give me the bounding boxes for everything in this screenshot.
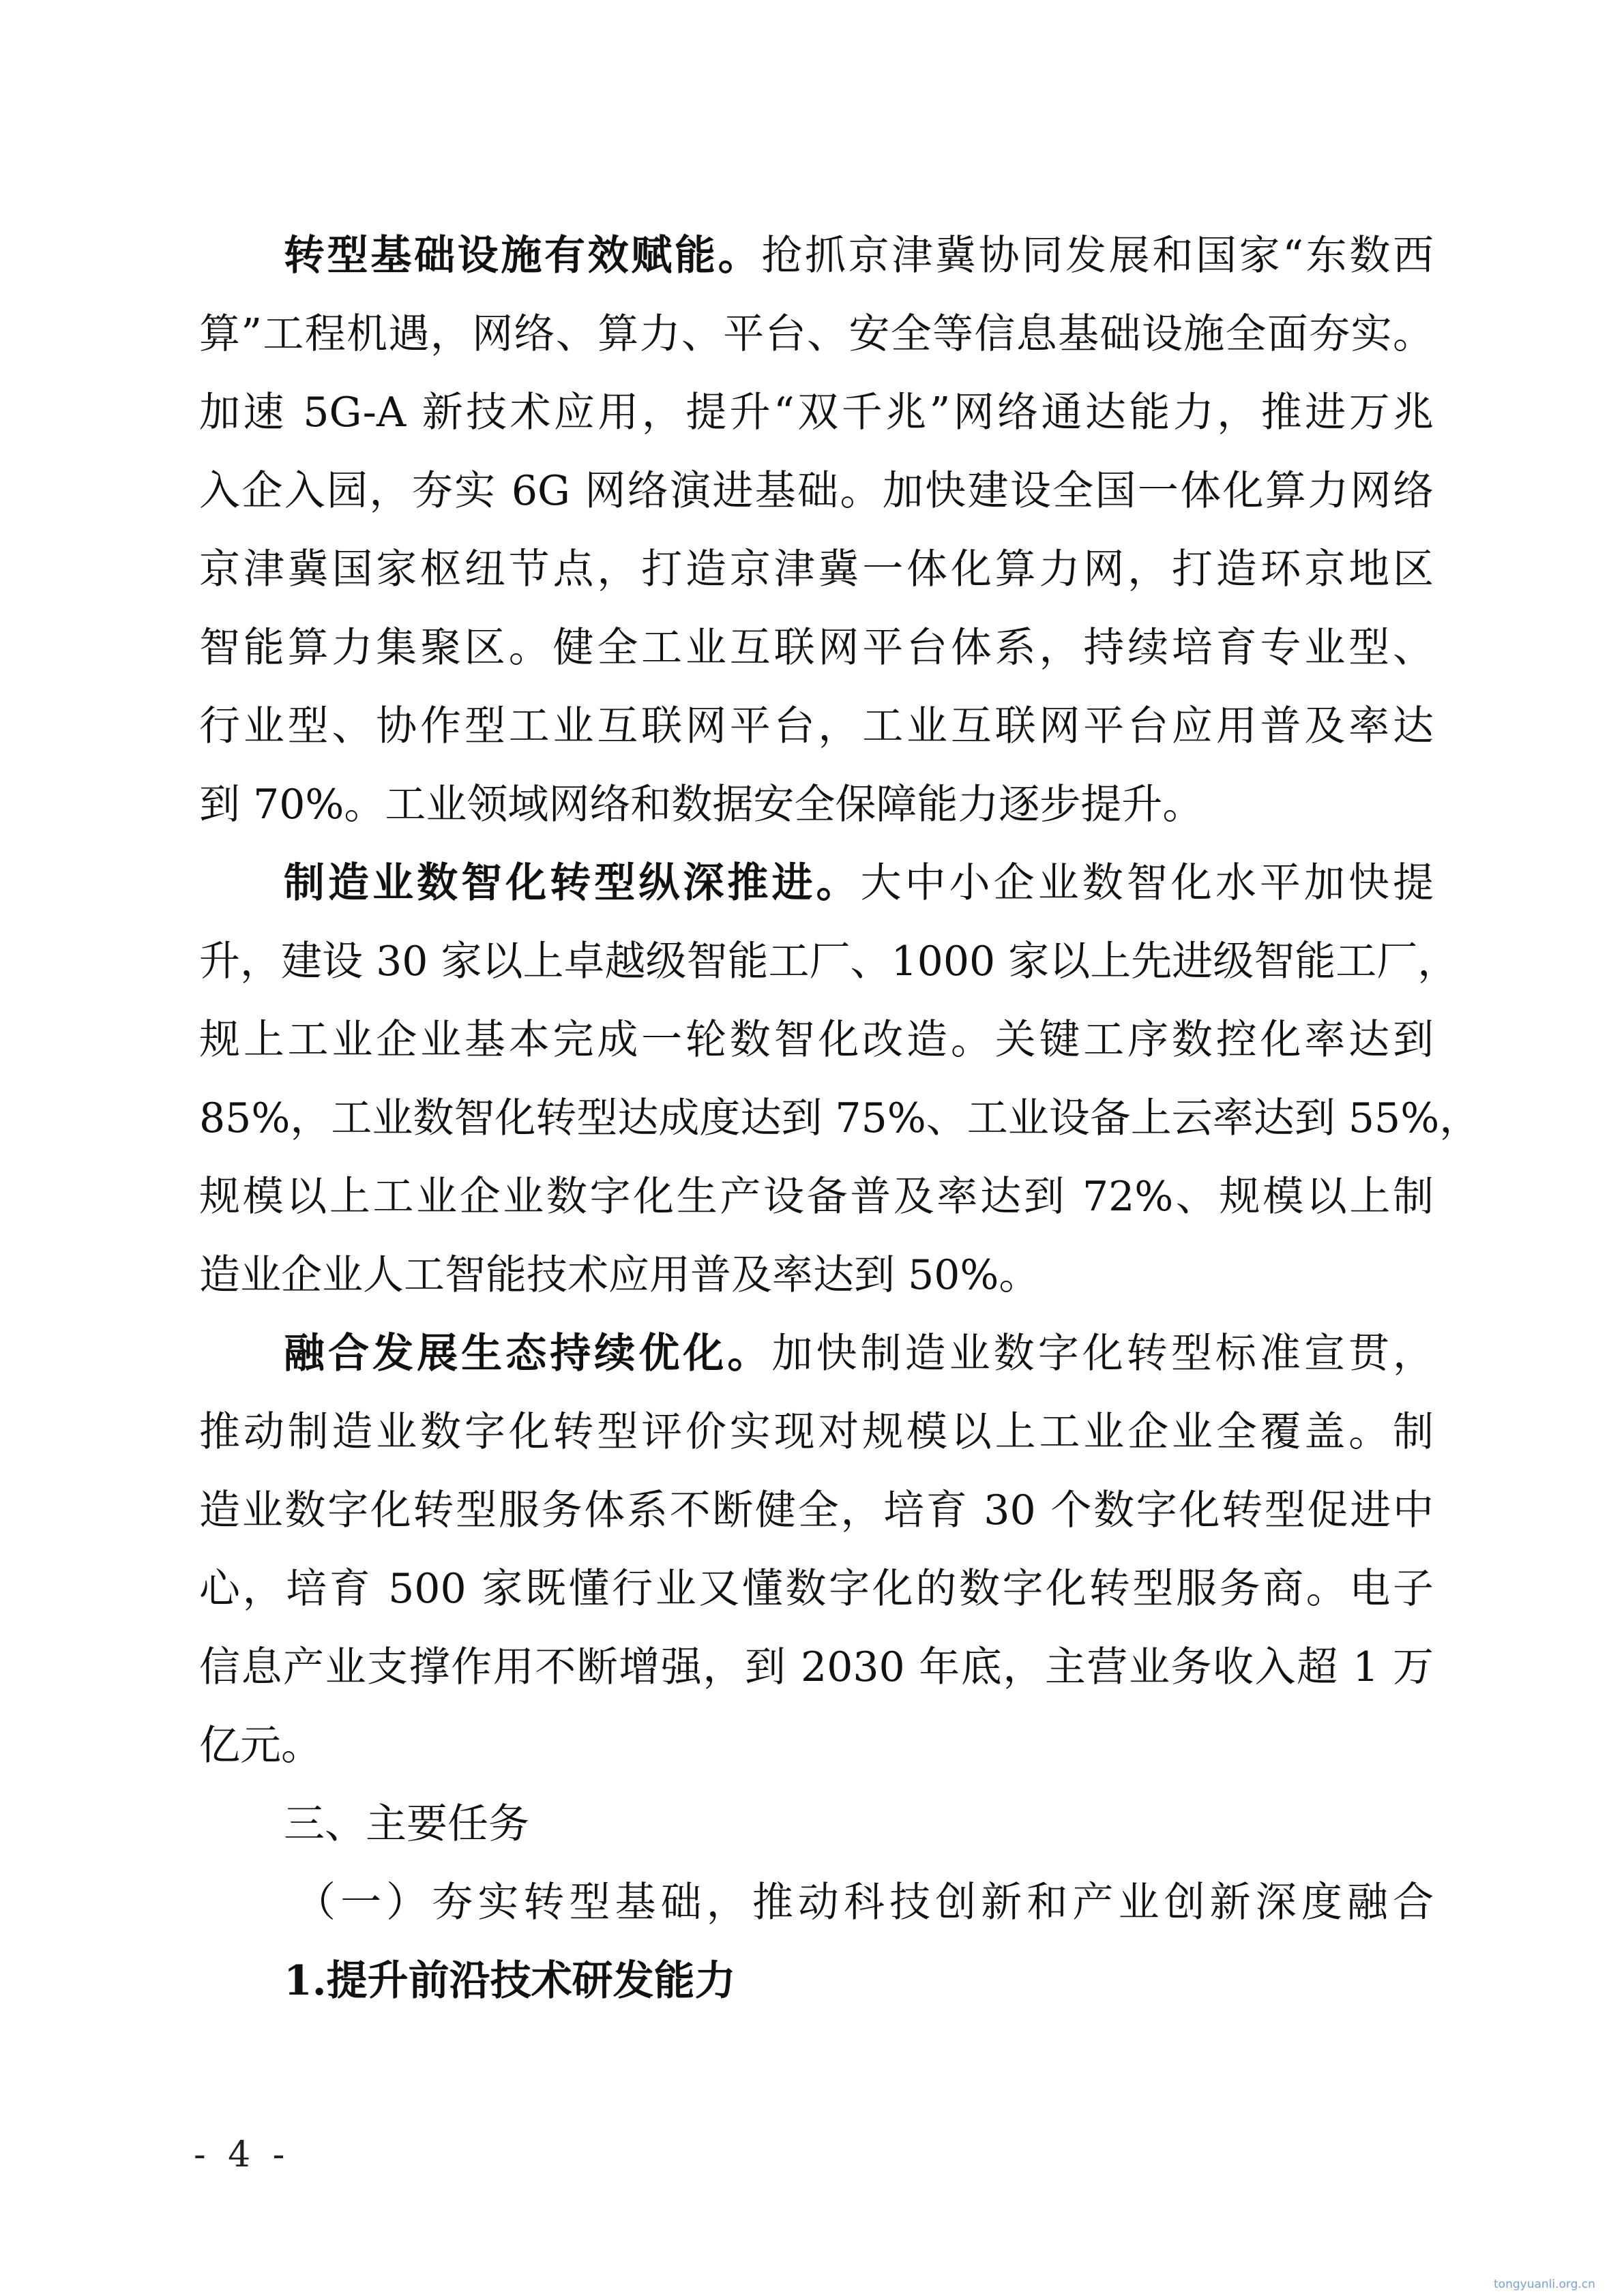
paragraph-3-line-2: 推动制造业数字化转型评价实现对规模以上工业企业全覆盖。制	[199, 1408, 1434, 1456]
paragraph-2-line-4: 85%，工业数智化转型达成度达到 75%、工业设备上云率达到 55%，	[199, 1094, 1481, 1142]
paragraph-3-lead: 融合发展生态持续优化。	[284, 1330, 772, 1377]
paragraph-2-lead: 制造业数智化转型纵深推进。	[284, 859, 861, 907]
paragraph-2-line-3: 规上工业企业基本完成一轮数智化改造。关键工序数控化率达到	[199, 1016, 1434, 1064]
paragraph-2-line-5: 规模以上工业企业数字化生产设备普及率达到 72%、规模以上制	[199, 1173, 1434, 1221]
paragraph-2-line-6: 造业企业人工智能技术应用普及率达到 50%。	[199, 1251, 1040, 1299]
paragraph-1-lead: 转型基础设施有效赋能。	[284, 232, 762, 280]
paragraph-1-line-8: 到 70%。工业领域网络和数据安全保障能力逐步提升。	[199, 781, 1204, 829]
paragraph-1-line-2: 算”工程机遇，网络、算力、平台、安全等信息基础设施全面夯实。	[199, 310, 1434, 358]
paragraph-3-line-1	[284, 1326, 1434, 1381]
paragraph-1-line-5: 京津冀国家枢纽节点，打造京津冀一体化算力网，打造环京地区	[199, 546, 1434, 593]
paragraph-3-line-6: 亿元。	[199, 1722, 322, 1770]
paragraph-1-line-4: 入企入园，夯实 6G 网络演进基础。加快建设全国一体化算力网络	[199, 467, 1434, 515]
paragraph-3-line-1-text: 加快制造业数字化转型标准宣贯，	[771, 1330, 1434, 1377]
paragraph-1-line-7: 行业型、协作型工业互联网平台，工业互联网平台应用普及率达	[199, 702, 1434, 750]
paragraph-2-line-1-text: 大中小企业数智化水平加快提	[860, 859, 1434, 907]
paragraph-3-line-3: 造业数字化转型服务体系不断健全，培育 30 个数字化转型促进中	[199, 1487, 1434, 1534]
paragraph-1-line-6: 智能算力集聚区。健全工业互联网平台体系，持续培育专业型、	[199, 624, 1434, 672]
subsection-heading: （一）夯实转型基础，推动科技创新和产业创新深度融合	[295, 1879, 1434, 1926]
paragraph-1-line-3: 加速 5G-A 新技术应用，提升“双千兆”网络通达能力，推进万兆	[199, 389, 1434, 436]
paragraph-1-line-1-text: 抢抓京津冀协同发展和国家“东数西	[761, 232, 1434, 280]
page-number: - 4 -	[194, 2134, 291, 2175]
paragraph-2-line-1	[284, 856, 1434, 910]
item-heading: 1.提升前沿技术研发能力	[284, 1957, 736, 2005]
watermark: tongyuanli.org.cn	[1494, 2278, 1595, 2291]
paragraph-1-line-1	[284, 228, 1434, 283]
paragraph-2-line-2: 升，建设 30 家以上卓越级智能工厂、1000 家以上先进级智能工厂，	[199, 938, 1459, 985]
paragraph-3-line-4: 心，培育 500 家既懂行业又懂数字化的数字化转型服务商。电子	[199, 1565, 1434, 1613]
section-heading: 三、主要任务	[284, 1800, 529, 1848]
paragraph-3-line-5: 信息产业支撑作用不断增强，到 2030 年底，主营业务收入超 1 万	[199, 1643, 1434, 1691]
